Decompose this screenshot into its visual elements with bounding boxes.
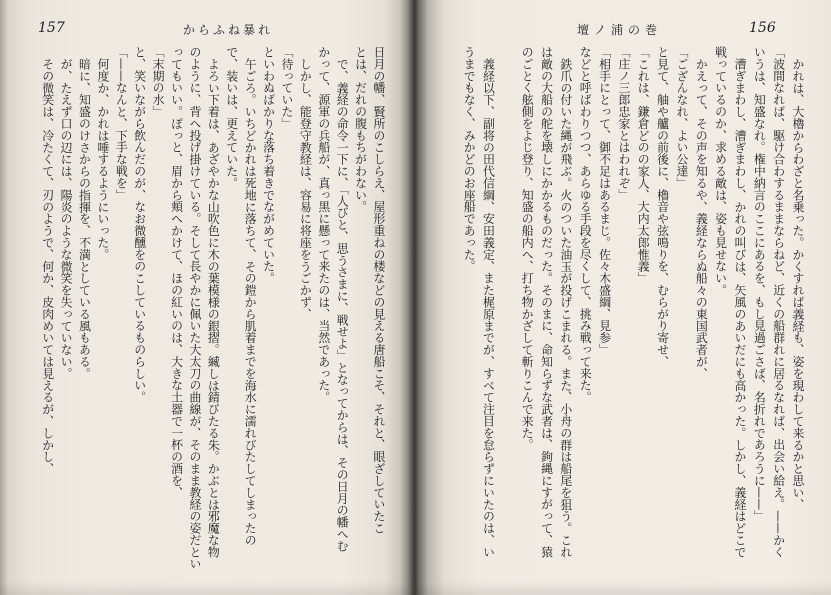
text-column: 「波間なれば、駆け合わするままならねど、近くの船群れに居るなれば、出会い給え。——かく <box>771 46 786 558</box>
text-column: 戦っているのか、求める敵は、姿も見せない。 <box>713 46 728 296</box>
page-number: 157 <box>38 20 65 36</box>
text-column: 何度か、かれは唾するようにいった。 <box>95 57 110 261</box>
text-column: 漕ぎまわし、漕ぎまわし、かれの叫びは、矢風のあいだにも高かった。しかし、義経はどこで <box>732 57 747 558</box>
text-column: しかし、能登守教経は、容易に将座をうごかず、 <box>298 57 313 320</box>
text-column: などと呼ばわりつつ、あらゆる手段を尽くして、挑み戦って来た。 <box>578 46 593 403</box>
text-column: かえって、その声を知るや、義経ならぬ船々の東国武者が、 <box>694 57 709 380</box>
text-column: 「ござんなれ、よい公達」 <box>674 46 689 189</box>
text-column: よろい下着は、あざやかな山吹色に木の葉模様の銀摺。縅しは錆びたる朱。かぶとは邪魔な物 <box>206 57 221 558</box>
running-head: 壇ノ浦の巻 <box>577 23 663 37</box>
text-column: かって、源軍の兵船が、真っ黒に懸って来たのは、当然であった。 <box>316 46 331 403</box>
left-page <box>0 0 414 595</box>
text-column: が、たえず口の辺には、陽炎のような微笑を失っていない。 <box>59 57 74 380</box>
text-column: 「待っていた」 <box>279 46 294 130</box>
text-column: で、装いは、更えていた。 <box>224 46 239 189</box>
text-column: と、笑いながら飲んだのが、なお微醺をのこしているものらしい。 <box>132 46 147 403</box>
text-column: 暗に、知盛のけさからの指揮を、不満としている風もある。 <box>77 57 92 380</box>
text-column: うまでもなく、みかどのお座船であった。 <box>462 46 477 273</box>
text-column: かれは、大櫓からわざと名乗った。かくすれば義経も、姿を現わして来るかと思い、 <box>791 57 805 511</box>
text-column: で、義経の命令一下に、「人びと、思うさまに、戦せよ」となってからは、その日月の幡へむ <box>335 57 350 552</box>
text-column: のごとく舷側をよじ登り、知盛の船内へ、打ち物かざして斬りこんで来た。 <box>520 46 535 451</box>
text-column: 「相手にとって、御不足はあるまじ。佐々木盛綱、見参」 <box>597 46 612 356</box>
text-column: 日月の幡、賢所のこしらえ、屋形重ねの楼などの見える唐船こそ、それと、眼ざしていたこ <box>372 46 386 534</box>
text-column: 「これは、鎌倉どのの家人、大内太郎惟義」 <box>636 46 651 284</box>
text-column: 午ごろ。いちどかれは死地に落ちて、その鎧から肌着までを海水に濡れびたしてしまったの <box>243 57 258 546</box>
text-column: いうは、知盛なれ。権中納言のここにあるを、もし見過ごさば、名折れであろうに——」 <box>752 46 767 522</box>
text-column: のように、背へ投げ掛けている。そして長やかに佩いた大太刀の曲線が、そのまま教経の姿だとい <box>187 46 202 570</box>
text-column: 「庄ノ三郎忠家とはわれぞ」 <box>616 46 631 201</box>
text-column: 義経以下、副将の田代信綱、安田義定、また梶原までが、すべて注目を怠らずにいたのは、い <box>481 57 496 558</box>
body-text <box>459 46 807 578</box>
right-page <box>417 0 831 595</box>
text-column: 鉄爪の付いた縄が飛ぶ。火のついた油玉が投げこまれる。また、小舟の群は船尾を狙う。これ <box>558 57 573 558</box>
text-column: といわぬばかりな落ち着きでながめていた。 <box>261 46 276 284</box>
body-text <box>38 46 388 578</box>
text-column: ってもいい。ぽっと、眉から頬へかけて、ほの紅いのは、大きな土器で一杯の酒を、 <box>169 46 184 499</box>
text-column: と見て、舳や艫の前後に、櫓音や弦鳴りを、むらがり寄せ、 <box>655 46 670 368</box>
blank-column <box>498 46 517 578</box>
page-edge-shadow <box>0 581 831 595</box>
text-column: 「——なんと、下手な戦を」 <box>114 46 129 201</box>
running-head: からふね暴れ <box>183 23 274 37</box>
text-column: その微笑は、冷たくて、刃のようで、何か、皮肉めいては見えるが、しかし、 <box>40 57 55 475</box>
text-column: は敵の大船の舵を壊しにかかるものだった。そのまに、命知らずな武者は、鉤縄にすがって、猿 <box>539 46 554 558</box>
text-column: 「末期の水」 <box>151 46 166 118</box>
page-number: 156 <box>749 20 776 36</box>
text-column: とは、だれの腹もちがわない。 <box>353 46 368 213</box>
